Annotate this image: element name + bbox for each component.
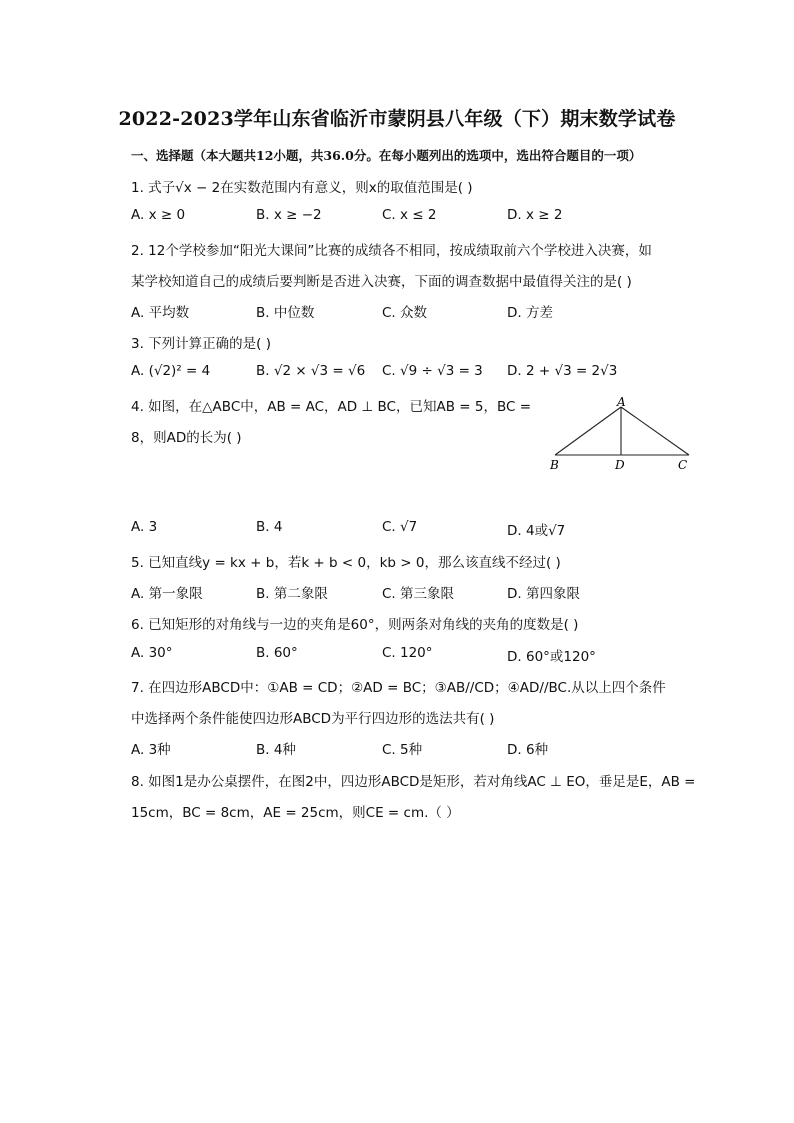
question-5-option-c: C. 第三象限 [382,586,455,602]
question-7-option-b: B. 4种 [256,742,296,758]
question-2-option-b: B. 中位数 [256,305,315,321]
section-heading: 一、选择题（本大题共12小题，共36.0分。在每小题列出的选项中，选出符合题目的一项） [131,148,642,163]
question-4-option-d: D. 4或√7 [507,523,566,539]
question-6-stem: 6. 已知矩形的对角线与一边的夹角是60°，则两条对角线的夹角的度数是( ) [131,617,579,633]
question-1-option-a: A. x ≥ 0 [131,207,186,223]
label-a: A [617,395,626,409]
question-1-option-d: D. x ≥ 2 [507,207,563,223]
question-8-stem-line2: 15cm，BC = 8cm，AE = 25cm，则CE = cm.（ ） [131,805,460,821]
question-3-option-b: B. √2 × √3 = √6 [256,363,366,379]
question-2-option-c: C. 众数 [382,305,428,321]
question-5-option-a: A. 第一象限 [131,586,203,602]
question-3-option-c: C. √9 ÷ √3 = 3 [382,363,483,379]
question-7-stem-line1: 7. 在四边形ABCD中：①AB = CD；②AD = BC；③AB//CD；④AD//BC.从以上四个条件 [131,680,666,696]
question-6-option-c: C. 120° [382,645,433,661]
question-6-option-d: D. 60°或120° [507,649,596,665]
question-7-option-c: C. 5种 [382,742,423,758]
question-7-stem-line2: 中选择两个条件能使四边形ABCD为平行四边形的选法共有( ) [131,711,495,727]
question-1-option-b: B. x ≥ −2 [256,207,322,223]
page-title: 2022-2023学年山东省临沂市蒙阴县八年级（下）期末数学试卷 [118,108,676,130]
question-2-stem-line2: 某学校知道自己的成绩后要判断是否进入决赛，下面的调查数据中最值得关注的是( ) [131,274,632,290]
question-2-option-a: A. 平均数 [131,305,190,321]
question-7-option-d: D. 6种 [507,742,549,758]
label-c: C [678,458,688,472]
segment-ac [621,407,689,455]
question-4-stem-line1: 4. 如图，在△ABC中，AB = AC，AD ⊥ BC，已知AB = 5，BC = [131,399,532,415]
question-5-stem: 5. 已知直线y = kx + b，若k + b < 0，kb > 0，那么该直线不经过( ) [131,555,561,571]
question-8-stem-line1: 8. 如图1是办公桌摆件，在图2中，四边形ABCD是矩形，若对角线AC ⊥ EO，垂足是E，AB = [131,774,696,790]
triangle-figure [545,395,700,475]
label-b: B [550,458,559,472]
question-1-stem: 1. 式子√x − 2在实数范围内有意义，则x的取值范围是( ) [131,180,473,196]
segment-ab [555,407,621,455]
question-4-option-c: C. √7 [382,519,418,535]
question-5-option-b: B. 第二象限 [256,586,328,602]
question-4-option-a: A. 3 [131,519,158,535]
question-2-stem-line1: 2. 12个学校参加“阳光大课间”比赛的成绩各不相同，按成绩取前六个学校进入决赛，如 [131,243,652,259]
question-7-option-a: A. 3种 [131,742,171,758]
question-6-option-b: B. 60° [256,645,298,661]
question-1-option-c: C. x ≤ 2 [382,207,437,223]
question-5-option-d: D. 第四象限 [507,586,580,602]
question-4-stem-line2: 8，则AD的长为( ) [131,430,242,446]
question-3-option-d: D. 2 + √3 = 2√3 [507,363,618,379]
question-4-option-b: B. 4 [256,519,283,535]
question-3-option-a: A. (√2)² = 4 [131,363,211,379]
question-3-stem: 3. 下列计算正确的是( ) [131,336,271,352]
question-6-option-a: A. 30° [131,645,173,661]
label-d: D [615,458,625,472]
question-2-option-d: D. 方差 [507,305,553,321]
